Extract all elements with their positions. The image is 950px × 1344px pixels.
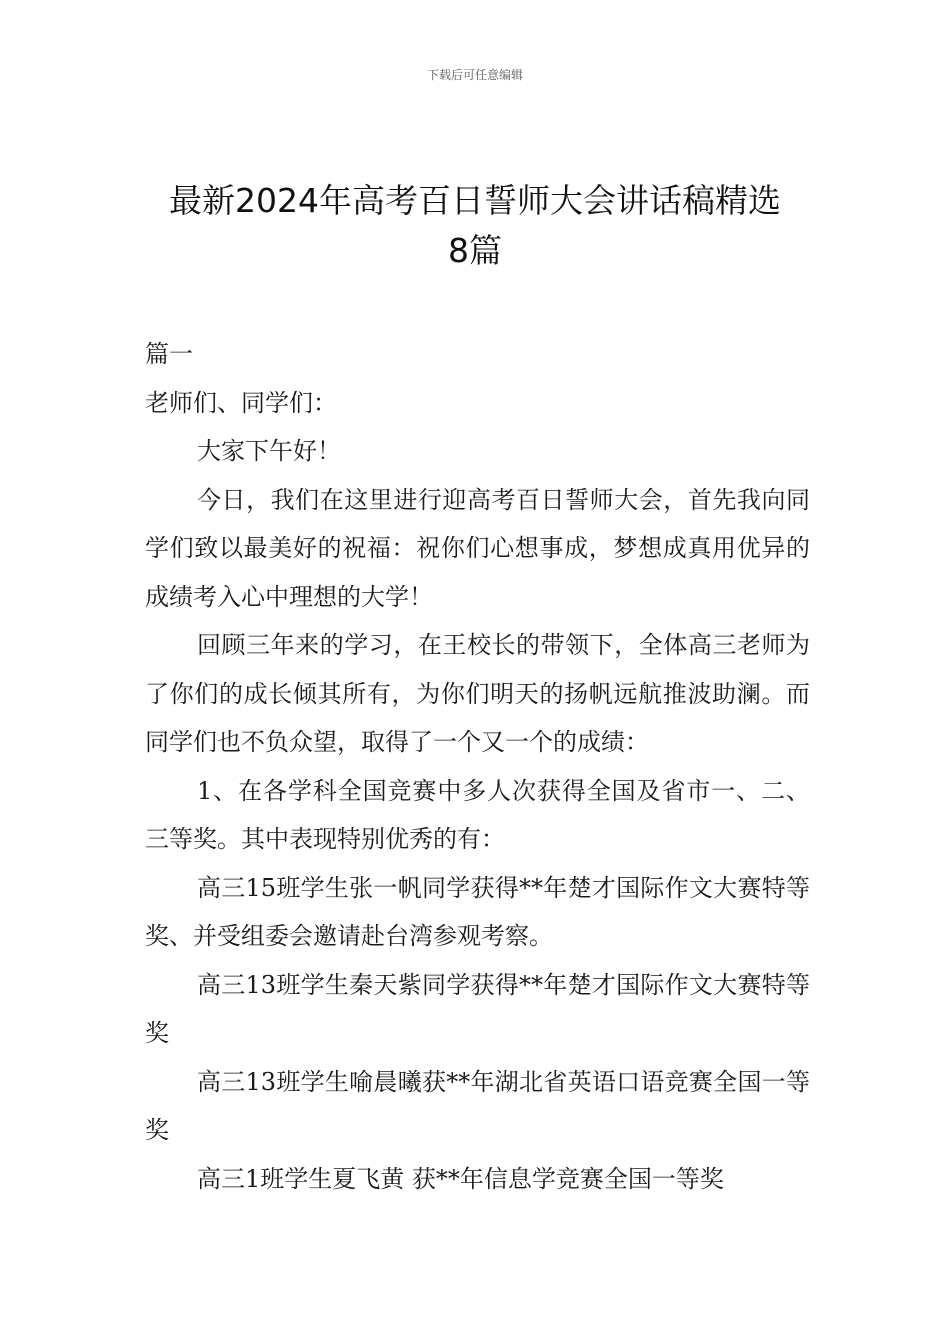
section-heading: 篇一 [145, 340, 193, 368]
paragraph: 高三15班学生张一帆同学获得**年楚才国际作文大赛特等奖、并受组委会邀请赴台湾参观考察。 [145, 873, 810, 950]
paragraph: 高三13班学生喻晨曦获**年湖北省英语口语竞赛全国一等奖 [145, 1067, 810, 1144]
paragraph: 高三13班学生秦天紫同学获得**年楚才国际作文大赛特等奖 [145, 970, 810, 1047]
paragraph: 大家下午好！ [197, 437, 341, 465]
title-line-1: 最新2024年高考百日誓师大会讲话稿精选 [169, 181, 781, 220]
paragraph: 回顾三年来的学习，在王校长的带领下，全体高三老师为了你们的成长倾其所有，为你们明天的扬帆远航推波助澜。而同学们也不负众望，取得了一个又一个的成绩： [145, 631, 810, 756]
title-line-2: 8篇 [448, 231, 502, 270]
paragraph: 今日，我们在这里进行迎高考百日誓师大会，首先我向同学们致以最美好的祝福：祝你们心想事成，梦想成真用优异的成绩考入心中理想的大学！ [145, 485, 810, 611]
document-body [145, 330, 810, 1203]
salutation: 老师们、同学们： [145, 388, 337, 417]
paragraph: 1、在各学科全国竞赛中多人次获得全国及省市一、二、三等奖。其中表现特别优秀的有： [145, 776, 810, 853]
paragraph: 高三1班学生夏飞黄 获**年信息学竞赛全国一等奖 [197, 1164, 724, 1193]
document-title [100, 176, 850, 276]
header-note: 下载后可任意编辑 [426, 68, 523, 82]
